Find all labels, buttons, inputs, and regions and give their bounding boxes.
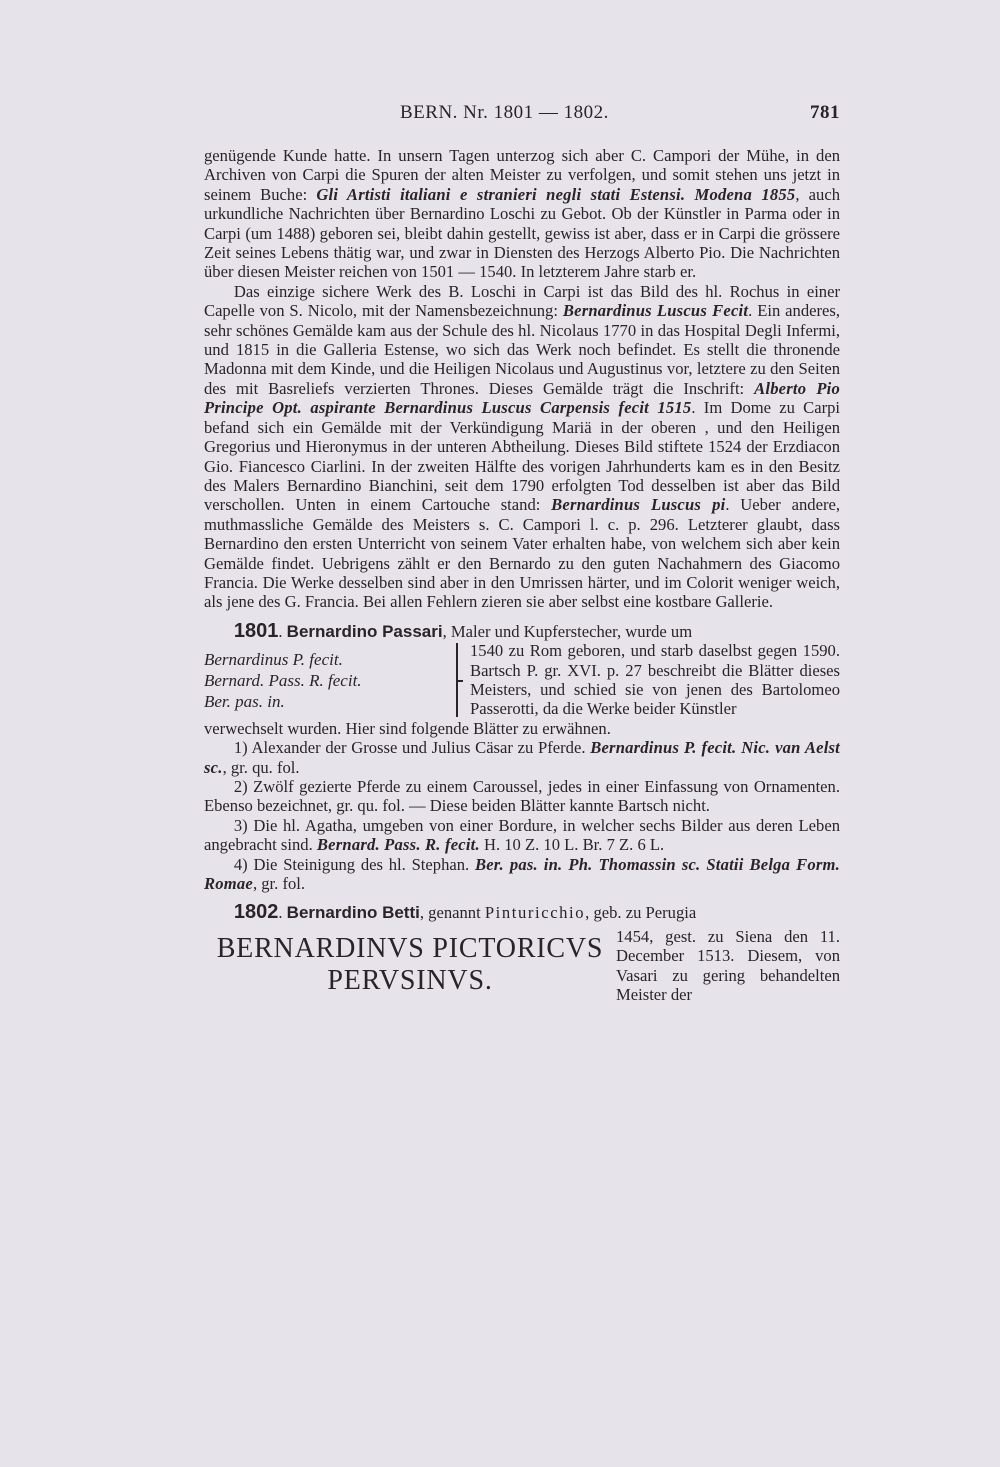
inscription-text: Bernardinus Luscus pi (551, 495, 726, 515)
list-item (204, 777, 840, 816)
paragraph-loschi-sources (204, 146, 840, 282)
entry-side-text: 1540 zu Rom geboren, und starb daselbst gegen 1590. Bartsch P. gr. XVI. p. 27 beschreibt die Blätter dieses Meisters, und schied sie von jenen des Bartolomeo Passerotti, da die Werke beider Künstler (470, 641, 840, 719)
signature-variant: Bernard. Pass. R. fecit. (204, 671, 362, 691)
entry-intro: , genannt (419, 903, 485, 923)
inscription-text: Bernard. Pass. R. fecit. (316, 835, 480, 855)
entry-intro: , Maler und Kupferstecher, wurde um (442, 621, 693, 641)
inscription-line: PERVSINVS. (327, 964, 493, 996)
signature-variant: Ber. pas. in. (204, 692, 285, 712)
text-column (204, 146, 840, 1004)
paragraph-text: . Im Dome zu Carpi befand sich ein Gemälde mit der Verkündigung Mariä in der oberen , und den Heiligen Gregorius und Hieronymus in der unteren Abtheilung. Dieses Bild stiftete 1524 der Erzdiacon Gio. Fiancesco Ciarlini. In der zweiten Hälfte des vorigen Jahrhunderts kam es in den Besitz des Malers Bernardino Bianchini, seit dem 1790 erfolgten Tod desselben ist aber das Bild verschollen. Unten in einem Cartouche stand: (204, 398, 841, 515)
paragraph-text: , auch urkundliche Nachrichten über Bernardino Loschi zu Gebot. Ob der Künstler in Parma oder in Carpi (um 1488) geboren sei, bleibt dahin gestellt, gewiss ist aber, dass er in Carpi die grössere Zeit seines Lebens thätig war, und zwar in Diensten des Herzogs Alberto Pio. Die Nachrichten über diesen Meister reichen von 1501 — 1540. In letzterem Jahre starb er. (204, 184, 840, 282)
list-item (204, 738, 840, 777)
entry-continuation: verwechselt wurden. Hier sind folgende Blätter zu erwähnen. (204, 718, 611, 738)
paragraph-text: . Ueber andere, muthmassliche Gemälde des Meisters s. C. Campori l. c. p. 296. Letzterer glaubt, dass Bernardino den ersten Unterricht von seinem Vater erhalten habe, von welchem sich aber kein Gemälde findet. Uebrigens zählt er den Bernardo zu den guten Nachahmern des Giacomo Francia. Die Werke desselben sind aber in den Umrissen härter, und im Colorit weniger weich, als jene des G. Francia. Bei allen Fehlern zieren sie aber selbst eine kostbare Gallerie. (204, 495, 840, 612)
capital-inscription (204, 927, 616, 1005)
paragraph-text: . Ein anderes, sehr schönes Gemälde kam aus der Schule des hl. Nicolaus 1770 in das Hospital Degli Infermi, und 1815 in die Galleria Estense, wo sich das Werk noch befindet. Es stellt die thronende Madonna mit dem Kinde, und die Heiligen Nicolaus und Augustinus vor, letztere zu den Seiten des mit Basreliefs verzierten Thrones. Dieses Gemälde trägt die Inschrift: (204, 301, 841, 398)
paragraph-text: Das einzige sichere Werk des B. Loschi in Carpi ist das Bild des hl. Rochus in einer Capelle von S. Nicolo, mit der Namensbezeichnung: (204, 281, 840, 321)
paragraph-loschi-works (204, 282, 840, 612)
inscription-text: Bernardinus P. fecit. Nic. van Aelst sc. (204, 738, 840, 777)
brace-divider (452, 643, 464, 717)
artist-name: Bernardino Betti (286, 903, 420, 923)
paragraph-text: genügende Kunde hatte. In unsern Tagen unterzog sich aber C. Campori der Mühe, in den Archiven von Carpi die Spuren der alten Meister zu verfolgen, und somit stehen uns jetzt in seinem Buche: (204, 146, 840, 204)
list-item-text: 3) Die hl. Agatha, umgeben von einer Bordure, in welcher sechs Bilder aus deren Leben angebracht sind. (204, 815, 840, 855)
list-item-text: 2) Zwölf gezierte Pferde zu einem Caroussel, jedes in einer Einfassung von Ornamenten. Ebenso bezeichnet, gr. qu. fol. — Diese beiden Blätter kannte Bartsch nicht. (204, 777, 840, 816)
entry-side-text: 1454, gest. zu Siena den 11. December 1513. Diesem, von Vasari zu gering behandelten Meister der (616, 926, 840, 1005)
inscription-block (204, 927, 840, 1005)
artist-name: Bernardino Passari (286, 621, 443, 641)
entry-1802-heading: 1802. Bernardino Betti, genannt Pinturicchio, geb. zu Perugia (233, 901, 697, 924)
list-item-text: , gr. fol. (252, 874, 306, 894)
entry-number: 1801 (233, 619, 279, 642)
signature-variant: Bernardinus P. fecit. (204, 650, 343, 670)
artist-nickname: Pinturicchio (484, 903, 586, 923)
running-title: BERN. Nr. 1801 — 1802. (400, 102, 609, 123)
inscription-text: Ber. pas. in. Ph. Thomassin sc. Statii Belga Form. Romae (204, 854, 840, 894)
inscription-text: Bernardinus Luscus Fecit (562, 301, 749, 321)
list-item (204, 816, 840, 855)
inscription-line: BERNARDINVS PICTORICVS (216, 932, 604, 964)
list-item-text: , gr. qu. fol. (222, 757, 300, 777)
inscription-text: Alberto Pio Principe Opt. aspirante Bernardinus Luscus Carpensis fecit 1515 (204, 378, 840, 418)
page-number: 781 (810, 102, 840, 123)
signature-list (204, 641, 452, 719)
signature-block (204, 641, 840, 719)
entry-intro: , geb. zu Perugia (585, 903, 697, 923)
list-item-text: 1) Alexander der Grosse und Julius Cäsar zu Pferde. (233, 738, 591, 758)
works-list (204, 738, 840, 893)
list-item (204, 855, 840, 894)
book-title: Gli Artisti italiani e stranieri negli stati Estensi. Modena 1855 (316, 184, 796, 204)
list-item-text: H. 10 Z. 10 L. Br. 7 Z. 6 L. (479, 835, 665, 855)
entry-1801-heading: 1801. Bernardino Passari, Maler und Kupferstecher, wurde um (233, 619, 693, 642)
entry-number: 1802 (233, 901, 279, 924)
running-header (204, 102, 840, 130)
list-item-text: 4) Die Steinigung des hl. Stephan. (233, 854, 475, 874)
